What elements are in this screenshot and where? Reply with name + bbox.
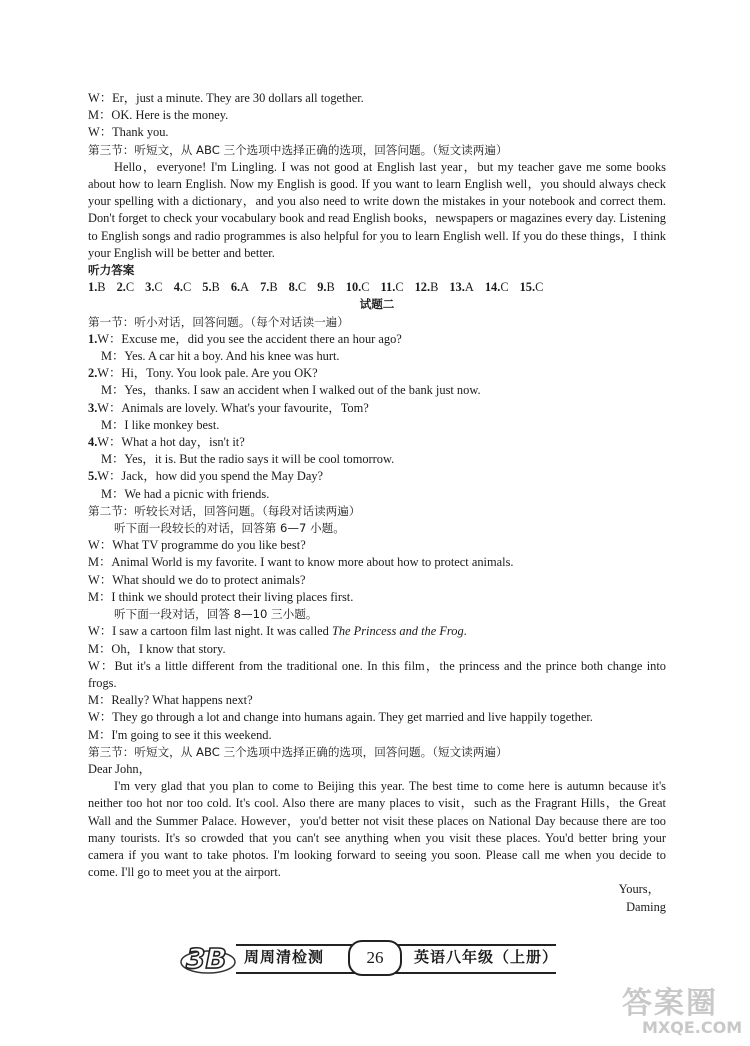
short-dialogue-w (88, 434, 666, 451)
dialogue-line: M：Oh，I know that story. (88, 641, 226, 656)
dialogue-line: M：Animal World is my favorite. I want to know more about how to protect animals. (88, 555, 514, 570)
short-dialogue-w (88, 468, 666, 485)
answer-number: 4. (173, 280, 183, 295)
answer-value: A (240, 280, 250, 295)
short-dialogue-w (88, 365, 666, 382)
answer-number: 9. (317, 280, 327, 295)
answer-number: 13. (449, 280, 465, 295)
brand-logo-icon (178, 938, 238, 978)
dialogue-w-text: W：What a hot day，isn't it? (97, 435, 245, 450)
section2-instruction: 第二节：听较长对话，回答问题。（每段对话读两遍） (88, 503, 361, 518)
dialogue-number: 2. (88, 366, 98, 381)
long-dialogue-2 (88, 641, 666, 744)
answer-number: 3. (145, 280, 155, 295)
answer-number: 7. (260, 280, 270, 295)
answer-item (449, 279, 473, 296)
short-dialogue-m: M：Yes. A car hit a boy. And his knee was hurt. (101, 349, 340, 364)
answer-item (174, 279, 192, 296)
section3-instruction-1: 第三节：听短文，从 ABC 三个选项中选择正确的选项，回答问题。（短文读两遍） (88, 142, 508, 157)
dialogue-line: W：But it's a little different from the traditional one. In this film，the princess and the prince both change into frogs. (88, 658, 666, 690)
long2-first-prefix: W：I saw a cartoon film last night. It was called (88, 624, 332, 639)
dialogue-number: 1. (88, 331, 98, 346)
page-content (88, 90, 666, 916)
answer-item (145, 279, 163, 296)
answer-number: 6. (230, 280, 241, 295)
page-footer (168, 938, 578, 980)
svg-text:3B: 3B (186, 942, 227, 975)
answer-value: B (211, 280, 220, 295)
long2-intro: 听下面一段对话，回答 8—10 三小题。 (114, 607, 318, 622)
answer-value: B (97, 280, 106, 295)
answer-number: 15. (519, 280, 536, 295)
watermark-url: MXQE.COM (642, 1018, 743, 1037)
answer-number: 2. (116, 280, 126, 295)
dialogue-line: W：They go through a lot and change into humans again. They get married and live happily together. (88, 710, 593, 725)
dialogue-line: M：OK. Here is the money. (88, 108, 229, 123)
letter-body: I'm very glad that you plan to come to Beijing this year. The best time to come here is autumn because it's neither too hot nor too cold. It's cool. Also there are many places to visit，such as the Fragrant Hills，the Great Wall and the Summer Palace. However，you'd better not visit these places on National Day because there are too many tourists. It's so crowded that you can't see anything when you visit these places. You'd better bring your camera if you want to take photos. I'm looking forward to seeing you soon. Please call me when you decide to come. I'll go to meet you at the airport. (88, 779, 666, 880)
answer-value: C (297, 280, 307, 295)
answer-item (202, 279, 220, 296)
answer-value: C (395, 280, 404, 295)
answer-number: 11. (380, 280, 396, 295)
test2-title: 试题二 (359, 297, 395, 312)
answer-value: A (464, 280, 474, 295)
letter-signature: Daming (626, 899, 666, 914)
dialogue-line: M：I think we should protect their living places first. (88, 589, 354, 604)
answer-value: C (182, 280, 192, 295)
answer-item (260, 279, 278, 296)
dialogue-line: W：What should we do to protect animals? (88, 572, 306, 587)
film-title: The Princess and the Frog (331, 624, 464, 639)
answer-item (520, 279, 544, 296)
answer-item (289, 279, 307, 296)
dialogue-w-text: W：Hi，Tony. You look pale. Are you OK? (97, 366, 318, 381)
dialogue-number: 4. (88, 435, 98, 450)
answer-item (231, 279, 249, 296)
dialogue-w-text: W：Excuse me，did you see the accident there an hour ago? (97, 331, 402, 346)
answer-item (346, 279, 370, 296)
answer-number: 12. (414, 280, 431, 295)
brand-name: 周周清检测 (244, 948, 325, 966)
dialogue-w-text: W：Animals are lovely. What's your favourite，Tom? (97, 400, 369, 415)
short-dialogue-w (88, 331, 666, 348)
passage-lingling: Hello，everyone! I'm Lingling. I was not good at English last year，but my teacher gave me some books about how to learn English. Now my English is good. If you want to learn English well，you should always check your spelling with a dictionary，and you also need to write down the mistakes in your notebook and correct them. Don't forget to check your vocabulary book and read English books，newspapers or magazines every day. Listening to English songs and radio programmes is also helpful for you to learn English well. If you do these things，I think your English will be better and better. (88, 159, 666, 260)
top-dialogue (88, 90, 666, 142)
answer-value: B (269, 280, 278, 295)
long2-first-suffix: . (463, 624, 467, 639)
answer-item (117, 279, 135, 296)
answer-value: C (154, 280, 163, 295)
answer-value: C (361, 280, 370, 295)
section3-instruction-2: 第三节：听短文，从 ABC 三个选项中选择正确的选项，回答问题。（短文读两遍） (88, 744, 508, 759)
answer-item (381, 279, 404, 296)
dialogue-w-text: W：Jack，how did you spend the May Day? (97, 469, 324, 484)
short-dialogue-m: M：Yes，it is. But the radio says it will be cool tomorrow. (101, 452, 395, 467)
answer-item (415, 279, 439, 296)
answer-value: C (535, 280, 544, 295)
answer-item (88, 279, 106, 296)
page-number: 26 (348, 940, 402, 976)
answer-value: B (326, 280, 335, 295)
short-dialogue-m: M：Yes，thanks. I saw an accident when I walked out of the bank just now. (101, 383, 481, 398)
short-dialogues (88, 331, 666, 503)
dialogue-number: 3. (88, 400, 98, 415)
dialogue-line: W：Er，just a minute. They are 30 dollars all together. (88, 91, 364, 105)
answer-value: C (125, 280, 135, 295)
short-dialogue-m: M：I like monkey best. (101, 417, 220, 432)
answer-number: 1. (88, 280, 98, 295)
section1-instruction: 第一节：听小对话，回答问题。（每个对话读一遍） (88, 314, 349, 329)
short-dialogue-m: M：We had a picnic with friends. (101, 486, 270, 501)
answer-item (317, 279, 335, 296)
answer-value: C (500, 280, 509, 295)
dialogue-line: W：What TV programme do you like best? (88, 538, 306, 553)
letter-closing: Yours， (618, 882, 660, 897)
long1-intro: 听下面一段较长的对话，回答第 6—7 小题。 (114, 521, 345, 536)
answer-number: 5. (202, 280, 212, 295)
answer-item (485, 279, 509, 296)
short-dialogue-w (88, 400, 666, 417)
dialogue-line: W：Thank you. (88, 125, 169, 140)
dialogue-line: M：I'm going to see it this weekend. (88, 727, 272, 742)
answers-heading: 听力答案 (88, 263, 135, 278)
watermark (612, 978, 742, 1042)
answer-number: 10. (345, 280, 362, 295)
dialogue-line: M：Really? What happens next? (88, 693, 253, 708)
letter-greeting: Dear John， (88, 761, 151, 776)
watermark-title: 答案圈 (622, 986, 718, 1021)
long2-first-line (88, 623, 666, 640)
subject-label: 英语八年级（上册） (414, 948, 559, 966)
dialogue-number: 5. (88, 469, 98, 484)
answer-value: B (430, 280, 439, 295)
answer-number: 14. (484, 280, 501, 295)
long-dialogue-1 (88, 537, 666, 606)
answer-number: 8. (288, 280, 298, 295)
answer-key (88, 279, 666, 296)
